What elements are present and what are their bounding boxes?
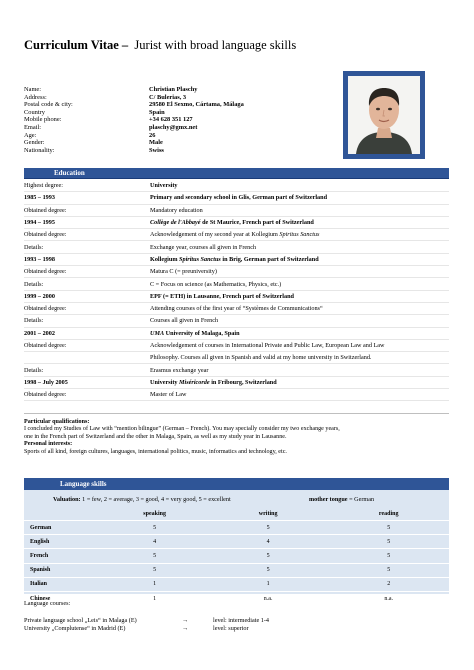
speaking-value: 5	[101, 549, 208, 563]
education-value-text: EPF (= ETH) in Lausanne, French part of Switzerland	[150, 292, 294, 300]
personal-row	[24, 109, 244, 117]
language-row	[24, 591, 449, 605]
language-col-empty	[24, 508, 101, 521]
education-value	[150, 268, 449, 275]
education-label: 1985 – 1993	[24, 194, 55, 202]
personal-row	[24, 86, 244, 94]
portrait-image	[348, 76, 420, 154]
education-value-text: Exchange year, courses all given in French	[150, 243, 257, 251]
interests-heading: Personal interests:	[24, 441, 73, 448]
language-row	[24, 563, 449, 577]
writing-value: 1	[208, 577, 329, 591]
education-value	[150, 231, 449, 238]
reading-value: 5	[328, 521, 449, 535]
personal-label: Address:	[24, 93, 47, 101]
personal-row	[24, 147, 244, 155]
language-row	[24, 577, 449, 591]
education-value-text: Primary and secondary school in Glis, German part of Switzerland	[150, 194, 328, 202]
language-table	[24, 508, 449, 606]
education-label: Details:	[24, 366, 44, 374]
education-value	[150, 391, 449, 398]
education-value-text: C = Focus on science (as Mathematics, Physics, etc.)	[150, 280, 282, 288]
education-value	[150, 379, 449, 386]
education-value-text: University	[150, 378, 180, 386]
course-school: Private language school „Leis“ in Malaga (E)	[24, 617, 137, 624]
mother-tongue-value: = German	[347, 496, 375, 503]
speaking-value: 1	[101, 577, 208, 591]
personal-details	[24, 86, 244, 154]
language-row	[24, 535, 449, 549]
language-name: English	[24, 535, 101, 549]
education-row	[24, 192, 449, 204]
education-row	[24, 315, 449, 327]
education-value	[150, 281, 449, 288]
personal-value: 26	[149, 131, 156, 139]
education-value	[150, 342, 449, 349]
language-name: Spanish	[24, 563, 101, 577]
education-label: Obtained degree:	[24, 391, 67, 399]
education-value	[150, 317, 449, 324]
education-row	[24, 364, 449, 376]
education-label: Obtained degree:	[24, 231, 67, 239]
education-value-text: Courses all given in French	[150, 317, 219, 325]
education-value-suffix: in Brig, German part of Switzerland	[220, 255, 319, 263]
page-title	[24, 38, 296, 53]
education-row	[24, 254, 449, 266]
valuation-legend	[53, 496, 231, 503]
qualifications-heading: Particular qualifications:	[24, 419, 90, 425]
education-value-text: University	[150, 182, 178, 190]
personal-row	[24, 124, 244, 132]
education-value-text: Acknowledgement of my second year at Kollegium	[150, 231, 280, 239]
personal-label: Mobile phone:	[24, 116, 62, 124]
writing-value: 4	[208, 535, 329, 549]
title-rest: Jurist with broad language skills	[128, 38, 297, 52]
personal-label: Country	[24, 108, 45, 116]
personal-label: Email:	[24, 123, 42, 131]
education-value-italic: UMA	[150, 329, 165, 337]
qualifications-line-1: I concluded my Studies of Law with “mention bilingue” (German – French). You may specially consider my two exchange years,	[24, 426, 340, 433]
writing-value: 5	[208, 563, 329, 577]
education-value-italic: Spiritus Sanctus	[279, 231, 320, 239]
education-row	[24, 266, 449, 278]
language-skills-panel	[24, 478, 449, 602]
education-label: 2001 – 2002	[24, 329, 55, 337]
education-value-text: University of Malaga, Spain	[164, 329, 240, 337]
education-row	[24, 328, 449, 340]
speaking-value: 5	[101, 563, 208, 577]
personal-value: C/ Bulerias, 3	[149, 93, 187, 101]
personal-row	[24, 101, 244, 109]
education-row	[24, 303, 449, 315]
section-divider	[24, 413, 449, 414]
education-value	[150, 305, 449, 312]
language-skills-bar	[24, 478, 449, 490]
speaking-value: 1	[101, 591, 208, 605]
education-row	[24, 217, 449, 229]
valuation-label: Valuation:	[53, 496, 81, 503]
education-label: 1998 – July 2005	[24, 378, 68, 386]
education-label: Obtained degree:	[24, 305, 67, 313]
course-level: level: intermediate 1-4	[213, 617, 270, 624]
course-arrow: →	[182, 617, 189, 624]
education-value-text: Attending courses of the first year of “Systèmes de Communications“	[150, 305, 323, 313]
personal-value: +34 628 351 127	[149, 116, 193, 124]
mother-tongue	[309, 496, 374, 503]
education-label: 1994 – 1995	[24, 219, 55, 227]
title-bold: Curriculum Vitae –	[24, 38, 129, 52]
valuation-text: 1 = few, 2 = average, 3 = good, 4 = very good, 5 = excellent	[80, 496, 231, 503]
education-value	[150, 367, 449, 374]
education-value	[150, 293, 449, 300]
education-row	[24, 229, 449, 241]
personal-label: Age:	[24, 131, 37, 139]
personal-label: Nationality:	[24, 146, 55, 154]
education-heading: Education	[54, 169, 85, 177]
personal-row	[24, 94, 244, 102]
col-writing: writing	[208, 508, 329, 521]
writing-value: 5	[208, 549, 329, 563]
education-row	[24, 352, 449, 364]
reading-value: 2	[328, 577, 449, 591]
language-courses-heading: Language courses:	[24, 600, 71, 607]
education-value	[150, 256, 449, 263]
education-label: Details:	[24, 317, 44, 325]
language-name: Italian	[24, 577, 101, 591]
education-value-italic: Miséricorde	[179, 378, 210, 386]
personal-row	[24, 132, 244, 140]
education-row	[24, 180, 449, 192]
education-label: Obtained degree:	[24, 206, 67, 214]
personal-value: Christian Plaschy	[149, 86, 198, 93]
personal-label: Postal code & city:	[24, 101, 73, 109]
education-value-suffix: in Fribourg, Switzerland	[209, 378, 277, 386]
education-value	[150, 244, 449, 251]
language-name: French	[24, 549, 101, 563]
qualifications-line-2: one in the French part of Switzerland and the other in Malaga, Spain, as well as my study year in Lausanne.	[24, 433, 287, 440]
personal-row	[24, 116, 244, 124]
education-value-text: Matura C (= preuniversity)	[150, 268, 217, 276]
language-table-header	[24, 508, 449, 521]
speaking-value: 4	[101, 535, 208, 549]
interests-text: Sports of all kind, foreign cultures, languages, international politics, music, informatics and technology, etc.	[24, 448, 287, 455]
personal-value: Spain	[149, 108, 165, 116]
education-label: 1993 – 1998	[24, 255, 55, 263]
education-value	[150, 354, 449, 361]
reading-value: 5	[328, 549, 449, 563]
education-value	[150, 219, 449, 226]
education-label: Details:	[24, 243, 44, 251]
reading-value: 5	[328, 563, 449, 577]
education-value-italic: Spiritus Sanctus	[179, 255, 221, 263]
course-school: University „Complutense“ in Madrid (E)	[24, 624, 126, 632]
personal-label: Name:	[24, 86, 42, 93]
education-value-italic: Collège de l'Abbayé	[150, 219, 201, 227]
education-label: Details:	[24, 280, 44, 288]
writing-value: 5	[208, 521, 329, 535]
education-label: Obtained degree:	[24, 342, 67, 349]
education-table	[24, 180, 449, 401]
language-skills-heading: Language skills	[60, 480, 107, 488]
education-value-text: Master of Law	[150, 391, 187, 399]
course-arrow: →	[182, 624, 189, 632]
education-row	[24, 377, 449, 389]
qualifications-section	[24, 419, 454, 456]
education-value	[150, 207, 449, 214]
personal-value: plaschy@gmx.net	[149, 123, 198, 131]
col-reading: reading	[328, 508, 449, 521]
education-row	[24, 340, 449, 352]
education-value-text: Erasmus exchange year	[150, 366, 209, 374]
writing-value: n.a.	[208, 591, 329, 605]
education-value	[150, 182, 449, 189]
education-row	[24, 241, 449, 253]
education-label: 1999 – 2000	[24, 292, 55, 300]
education-value-text: Philosophy. Courses all given in Spanish and valid at my home university in Switzerland.	[150, 354, 372, 362]
reading-value: n.a.	[328, 591, 449, 605]
profile-photo	[343, 71, 425, 159]
education-value	[150, 194, 449, 201]
education-value-text: Mandatory education	[150, 206, 203, 214]
personal-row	[24, 139, 244, 147]
language-name: Chinese	[24, 591, 101, 605]
education-value-text: de St Maurice, French part of Switzerland	[200, 219, 314, 227]
personal-value: Swiss	[149, 146, 164, 154]
education-row	[24, 291, 449, 303]
education-value	[150, 330, 449, 337]
education-value-text: Kollegium	[150, 255, 180, 263]
course-level: level: superior	[213, 624, 249, 632]
education-row	[24, 278, 449, 290]
speaking-value: 5	[101, 521, 208, 535]
reading-value: 5	[328, 535, 449, 549]
education-label: Obtained degree:	[24, 268, 67, 276]
education-bar	[24, 168, 449, 179]
mother-tongue-label: mother tongue	[309, 496, 348, 503]
education-row	[24, 389, 449, 401]
language-name: German	[24, 521, 101, 535]
col-speaking: speaking	[101, 508, 208, 521]
language-row	[24, 521, 449, 535]
education-value-text: Acknowledgement of courses in International Private and Public Law, European Law and Law	[150, 342, 385, 349]
education-label: Highest degree:	[24, 182, 64, 190]
personal-label: Gender:	[24, 139, 45, 147]
language-row	[24, 549, 449, 563]
personal-value: Male	[149, 139, 163, 147]
education-row	[24, 205, 449, 217]
personal-value: 29580 El Sexmo, Cártama, Málaga	[149, 101, 244, 109]
